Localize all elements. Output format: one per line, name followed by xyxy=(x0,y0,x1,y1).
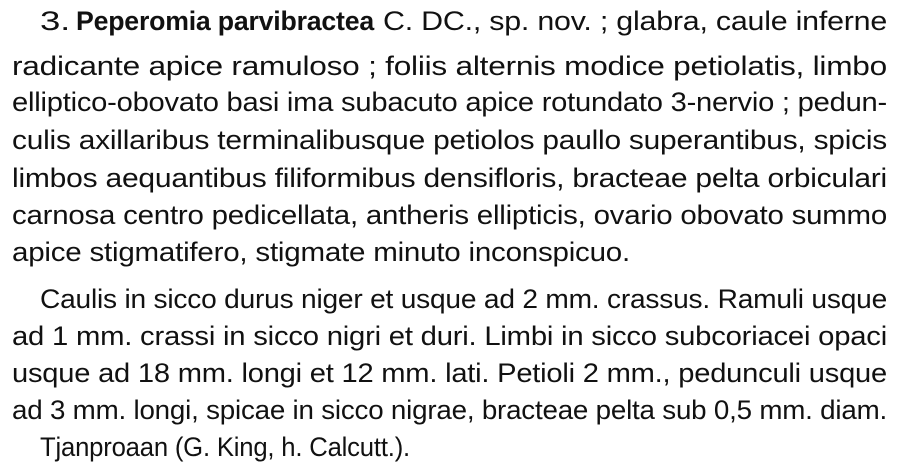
text-line-content: apice stigmatifero, stigmate minuto inconspicuo. xyxy=(12,237,630,267)
text-line xyxy=(0,318,900,354)
text-line-content: ad 1 mm. crassi in sicco nigri et duri. Limbi in sicco subcoriacei opaci xyxy=(12,321,887,351)
text-line xyxy=(0,48,900,84)
species-name: Peperomia parvibractea xyxy=(76,6,374,36)
text-line xyxy=(0,355,900,391)
text-line xyxy=(0,392,900,428)
species-number: 3. xyxy=(40,6,70,36)
text-line-content: culis axillaribus terminalibusque petiolos paullo superantibus, spicis xyxy=(12,125,887,155)
text-line xyxy=(0,429,900,465)
text-line-content: usque ad 18 mm. longi et 12 mm. lati. Petioli 2 mm., pedunculi usque xyxy=(12,358,887,388)
locality-line: Tjanproaan (G. King, h. Calcutt.). xyxy=(40,432,410,462)
text-line-content: carnosa centro pedicellata, antheris ellipticis, ovario obovato summo xyxy=(12,200,887,230)
text-line-content: Caulis in sicco durus niger et usque ad 2 mm. crassus. Ramuli usque xyxy=(40,284,887,314)
text-line xyxy=(0,3,900,39)
text-line xyxy=(0,197,900,233)
text-line-content: radicante apice ramuloso ; foliis alternis modice petiolatis, limbo xyxy=(12,51,888,81)
text-line-content: limbos aequantibus filiformibus densifloris, bracteae pelta orbiculari xyxy=(12,163,887,193)
text-line xyxy=(0,84,900,120)
text-line xyxy=(0,160,900,196)
text-line xyxy=(0,281,900,317)
text-line-content: ad 3 mm. longi, spicae in sicco nigrae, bracteae pelta sub 0,5 mm. diam. xyxy=(12,395,887,425)
text-line-content: C. DC., sp. nov. ; glabra, caule inferne xyxy=(383,6,887,36)
text-line xyxy=(0,122,900,158)
text-line xyxy=(0,234,900,270)
text-line-content: elliptico-obovato basi ima subacuto apice rotundato 3-nervio ; pedun- xyxy=(12,87,887,117)
